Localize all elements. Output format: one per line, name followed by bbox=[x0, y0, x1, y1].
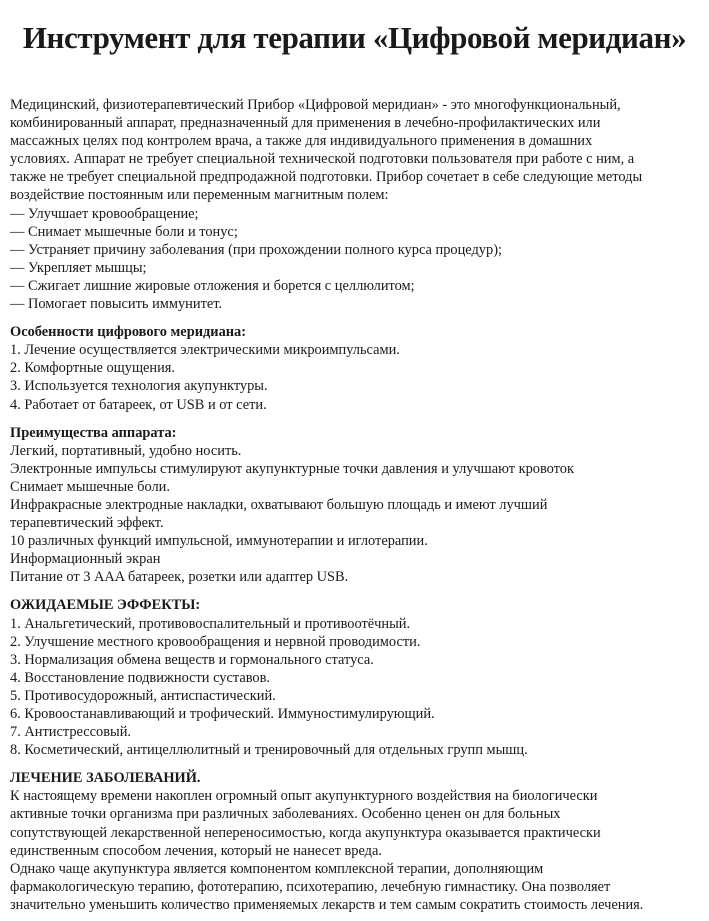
intro-line: условиях. Аппарат не требует специальной технической подготовки пользователя при работе с ним, а bbox=[10, 151, 635, 168]
intro-bullet: — Снимает мышечные боли и тонус; bbox=[10, 223, 238, 240]
advantages-section bbox=[10, 424, 699, 587]
effects-item: 7. Антистрессовый. bbox=[10, 724, 131, 741]
advantages-item: Питание от 3 AAA батареек, розетки или адаптер USB. bbox=[10, 569, 349, 586]
intro-line: комбинированный аппарат, предназначенный для применения в лечебно-профилактических или bbox=[10, 115, 601, 132]
features-item: 3. Используется технология акупунктуры. bbox=[10, 378, 268, 395]
effects-item: 3. Нормализация обмена веществ и гормонального статуса. bbox=[10, 651, 374, 668]
intro-bullet: — Устраняет причину заболевания (при прохождении полного курса процедур); bbox=[10, 241, 502, 258]
features-item: 1. Лечение осуществляется электрическими микроимпульсами. bbox=[10, 342, 400, 359]
advantages-heading: Преимущества аппарата: bbox=[10, 424, 177, 441]
intro-line: массажных целях под контролем врача, а также для индивидуального применения в домашних bbox=[10, 133, 593, 150]
treatment-heading: ЛЕЧЕНИЕ ЗАБОЛЕВАНИЙ. bbox=[10, 770, 201, 787]
features-section bbox=[10, 323, 699, 413]
intro-line: также не требует специальной предпродажной подготовки. Прибор сочетает в себе следующие методы bbox=[10, 169, 643, 186]
effects-item: 5. Противосудорожный, антиспастический. bbox=[10, 687, 276, 704]
treatment-line: сопутствующей лекарственной непереносимостью, когда акупунктура оказывается практически bbox=[10, 824, 601, 841]
advantages-item: 10 различных функций импульсной, иммунотерапии и иглотерапии. bbox=[10, 533, 428, 550]
advantages-item: Электронные импульсы стимулируют акупунктурные точки давления и улучшают кровоток bbox=[10, 460, 574, 477]
advantages-item: Инфракрасные электродные накладки, охватывают большую площадь и имеют лучший bbox=[10, 496, 548, 513]
intro-bullet: — Улучшает кровообращение; bbox=[10, 205, 199, 222]
treatment-line: фармакологическую терапию, фототерапию, психотерапию, лечебную гимнастику. Она позволяет bbox=[10, 878, 611, 895]
treatment-line: Однако чаще акупунктура является компонентом комплексной терапии, дополняющим bbox=[10, 860, 544, 877]
intro-section bbox=[10, 96, 699, 313]
intro-bullet: — Помогает повысить иммунитет. bbox=[10, 296, 223, 313]
effects-item: 6. Кровоостанавливающий и трофический. Иммуностимулирующий. bbox=[10, 706, 435, 722]
advantages-item: Информационный экран bbox=[10, 551, 161, 568]
features-item: 4. Работает от батареек, от USB и от сети. bbox=[10, 396, 267, 413]
advantages-item: Легкий, портативный, удобно носить. bbox=[10, 442, 242, 459]
treatment-line: активные точки организма при различных заболеваниях. Особенно ценен он для больных bbox=[10, 806, 561, 823]
effects-item: 2. Улучшение местного кровообращения и нервной проводимости. bbox=[10, 633, 421, 650]
effects-section bbox=[10, 596, 699, 759]
features-heading: Особенности цифрового меридиана: bbox=[10, 324, 247, 341]
effects-item: 4. Восстановление подвижности суставов. bbox=[10, 669, 271, 686]
intro-bullet: — Укрепляет мышцы; bbox=[10, 259, 147, 276]
intro-line: Медицинский, физиотерапевтический Прибор «Цифровой меридиан» - это многофункциональный, bbox=[10, 97, 621, 113]
advantages-item: терапевтический эффект. bbox=[10, 515, 164, 532]
effects-item: 1. Анальгетический, противовоспалительный и противоотёчный. bbox=[10, 615, 411, 632]
page-title: Инструмент для терапии «Цифровой меридиан» bbox=[22, 20, 687, 55]
effects-item: 8. Косметический, антицеллюлитный и тренировочный для отдельных групп мышц. bbox=[10, 742, 528, 759]
treatment-section bbox=[10, 769, 699, 914]
intro-bullet: — Сжигает лишние жировые отложения и борется с целлюлитом; bbox=[10, 277, 415, 294]
treatment-line: К настоящему времени накоплен огромный опыт акупунктурного воздействия на биологически bbox=[10, 788, 598, 805]
intro-line: воздействие постоянным или переменным магнитным полем: bbox=[10, 187, 389, 204]
advantages-item: Снимает мышечные боли. bbox=[10, 478, 170, 495]
treatment-line: единственным способом лечения, который не нанесет вреда. bbox=[10, 842, 382, 859]
effects-heading: ОЖИДАЕМЫЕ ЭФФЕКТЫ: bbox=[10, 597, 201, 614]
features-item: 2. Комфортные ощущения. bbox=[10, 360, 176, 377]
treatment-line: значительно уменьшить количество применяемых лекарств и тем самым сократить стоимость лечения. bbox=[10, 896, 644, 913]
